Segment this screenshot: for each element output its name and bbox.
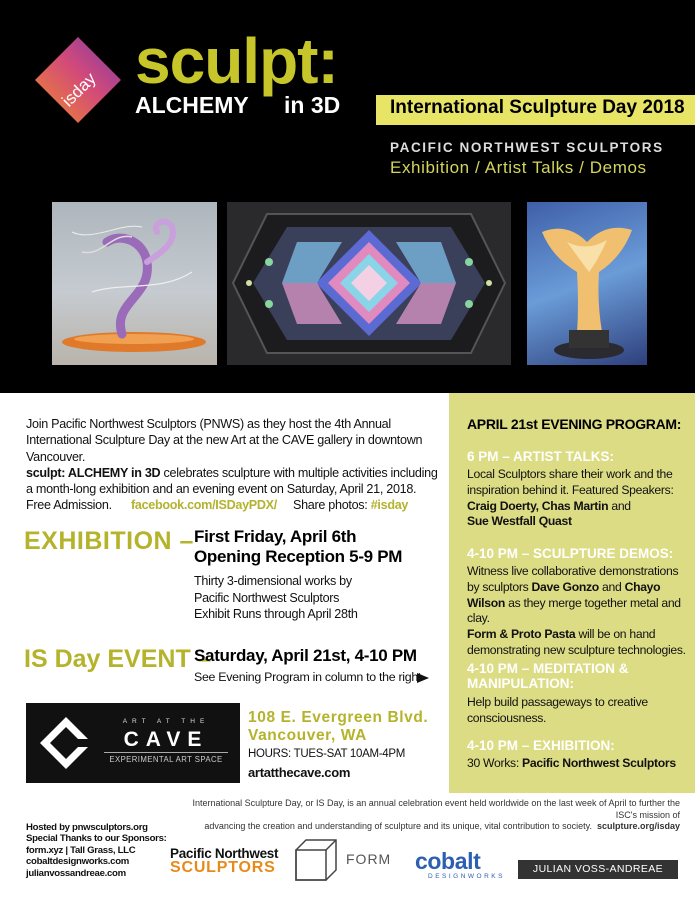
- works-count: 30 Works:: [467, 756, 523, 770]
- exhibition-label: EXHIBITION –: [24, 527, 194, 555]
- opening-reception: Opening Reception 5-9 PM: [194, 547, 403, 566]
- pnws-logo: [170, 846, 278, 877]
- exhibition-desc-line: Thirty 3-dimensional works by: [194, 574, 352, 588]
- sculpture-photo-3: [527, 202, 647, 365]
- event-subtitle: Exhibition / Artist Talks / Demos: [390, 158, 647, 177]
- program-title: APRIL 21st EVENING PROGRAM:: [467, 416, 682, 432]
- title-in3d: in 3D: [284, 92, 341, 118]
- sponsors-label: Special Thanks to our Sponsors:: [26, 833, 167, 845]
- exhibition-desc-line: Pacific Northwest Sculptors: [194, 590, 340, 605]
- arrow-right-icon: [417, 673, 429, 683]
- sponsor-line: form.xyz | Tall Grass, LLC: [26, 844, 136, 856]
- facebook-link[interactable]: facebook.com/ISDayPDX/: [131, 498, 277, 513]
- sponsor-credits: [26, 822, 176, 879]
- title-alchemy: ALCHEMY: [135, 92, 249, 118]
- header-banner: [0, 0, 695, 393]
- org-title: PACIFIC NORTHWEST SCULPTORS: [390, 140, 664, 155]
- pnws-logo-line1: Pacific Northwest: [170, 846, 279, 861]
- sculptor-name: Dave Gonzo: [531, 579, 599, 594]
- cave-mark-icon: [26, 703, 106, 783]
- share-label: Share photos:: [292, 498, 368, 513]
- artist-talks-desc: Local Sculptors share their work and the inspiration behind it. Featured Speakers:: [467, 467, 674, 497]
- meditation-heading-1: 4-10 PM – MEDITATION &: [467, 661, 629, 676]
- cobalt-logo: cobalt: [415, 848, 481, 874]
- speakers: Craig Doerty, Chas Martin: [467, 498, 609, 513]
- meditation-text: Help build passageways to creative consciousness.: [467, 695, 648, 725]
- intro-paragraph: Join Pacific Northwest Sculptors (PNWS) as they host the 4th Annual International Sculpture Day at the new Art at the CAVE gallery in downtown Vancouver.: [26, 417, 423, 464]
- and-text: and: [608, 498, 631, 513]
- venue-address-1: 108 E. Evergreen Blvd.: [248, 709, 429, 726]
- isd-desc-line: advancing the creation and understanding of sculpture and its unique, vital contribution to society.: [204, 821, 592, 831]
- venue-website[interactable]: artatthecave.com: [248, 765, 351, 780]
- exhibition-desc-line: Exhibit Runs through April 28th: [194, 607, 358, 621]
- meditation-heading-2: MANIPULATION:: [467, 676, 574, 691]
- exhibition-program-text: [467, 756, 687, 772]
- cobalt-logo-sub: DESIGNWORKS: [428, 873, 505, 880]
- demos-desc-2: as they merge together metal and clay.: [467, 595, 681, 626]
- venue-hours: HOURS: TUES-SAT 10AM-4PM: [248, 748, 406, 760]
- sculpture-photo-2: [227, 202, 511, 365]
- isday-logo: [33, 35, 123, 125]
- isd-url[interactable]: sculpture.org/isday: [596, 821, 680, 831]
- demos-desc: Witness live collaborative demonstrations by sculptors: [467, 564, 679, 594]
- artist-talks-text: [467, 467, 687, 530]
- hashtag: #isday: [370, 498, 409, 513]
- form-logo-icon: [292, 836, 340, 884]
- exhibition-program-heading: 4-10 PM – EXHIBITION:: [467, 738, 615, 753]
- pnws-logo-line2: SCULPTORS: [170, 859, 276, 876]
- cave-logo-subtitle: EXPERIMENTAL ART SPACE: [109, 755, 223, 764]
- sponsor-name: Form & Proto Pasta: [467, 627, 576, 642]
- cave-logo-small: ART AT THE: [122, 718, 210, 725]
- sculpture-demos-heading: 4-10 PM – SCULPTURE DEMOS:: [467, 546, 674, 561]
- venue-address-2: Vancouver, WA: [248, 727, 367, 744]
- cave-logo-big: CAVE: [123, 728, 209, 751]
- event-name: sculpt: ALCHEMY in 3D: [26, 465, 161, 480]
- demos-desc-3: will be on hand demonstrating new sculpture technologies.: [467, 627, 686, 657]
- isd-description: [188, 798, 680, 833]
- sponsor-line: julianvossandreae.com: [26, 867, 126, 879]
- exhibition-date: First Friday, April 6th: [194, 527, 357, 546]
- isday-event-label: IS Day EVENT –: [24, 645, 212, 673]
- isd-desc-line: International Sculpture Day, or IS Day, is an annual celebration event held worldwide on the last week of April to further the ISC's mission of: [192, 798, 680, 820]
- artist-talks-heading: 6 PM – ARTIST TALKS:: [467, 449, 615, 464]
- intro-paragraph-2: celebrates sculpture with multiple activities including a month-long exhibition and an evening event on Saturday, April 21, 2018.: [26, 465, 438, 497]
- isd-title: International Sculpture Day 2018: [390, 97, 685, 118]
- sculptor-name: Chayo Wilson: [467, 579, 661, 610]
- julian-voss-andreae-logo: JULIAN VOSS-ANDREAE: [518, 860, 678, 879]
- cave-divider: [104, 752, 228, 753]
- isday-event-date: Saturday, April 21st, 4-10 PM: [194, 646, 417, 665]
- org-name: Pacific Northwest Sculptors: [522, 756, 676, 770]
- sculpture-photo-1: [52, 202, 217, 365]
- sculpture-demos-text: [467, 564, 687, 659]
- logo-text: isday: [58, 69, 100, 111]
- and-text: and: [598, 579, 625, 594]
- sponsor-line: cobaltdesignworks.com: [26, 856, 129, 868]
- host-line: Hosted by pnwsculptors.org: [26, 822, 148, 833]
- exhibition-description: [194, 573, 404, 623]
- form-logo-text: FORM: [346, 851, 392, 867]
- free-admission: Free Admission.: [26, 498, 112, 513]
- intro-text: [26, 416, 446, 514]
- evening-program-note: See Evening Program in column to the right: [194, 670, 422, 684]
- title-sculpt: sculpt:: [135, 25, 338, 97]
- speaker: Sue Westfall Quast: [467, 514, 572, 529]
